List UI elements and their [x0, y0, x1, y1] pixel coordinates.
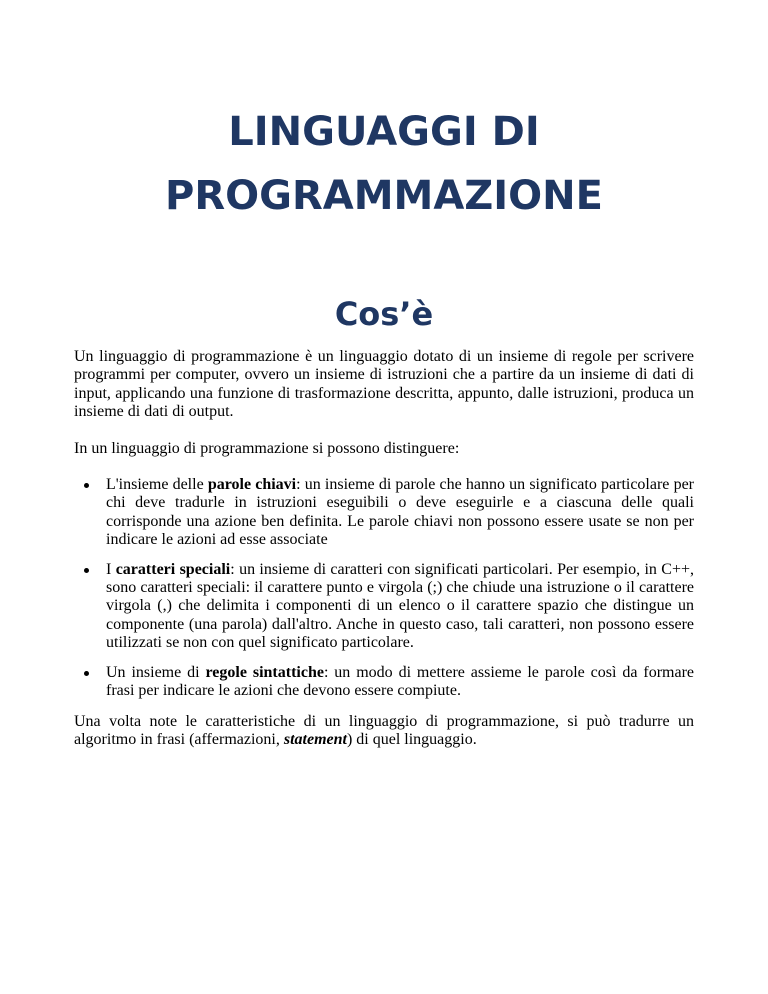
closing-emphasis: statement — [283, 730, 347, 748]
list-item-text-pre: Un insieme di — [106, 663, 206, 681]
page-title — [0, 100, 768, 228]
intro-paragraph: Un linguaggio di programmazione è un linguaggio dotato di un insieme di regole per scrivere programmi per computer, ovvero un insieme di istruzioni che a partire da un insieme di dati di input, applicando una funzione di trasformazione descritta, appunto, dalle istruzioni, produca un insieme di dati di output. — [74, 348, 694, 421]
section-heading: Cos’è — [334, 295, 434, 333]
bullet-icon — [84, 483, 89, 488]
list-item-syntax-rules — [74, 664, 694, 701]
bullet-icon — [84, 568, 89, 573]
page-title-line-1: LINGUAGGI DI — [228, 109, 540, 155]
closing-paragraph — [74, 713, 694, 750]
list-item-text-post: : un modo di mettere assieme le parole così da formare frasi per indicare le azioni che devono essere compiute. — [106, 663, 694, 700]
list-item-text-pre: I — [106, 560, 116, 578]
feature-list — [74, 476, 694, 700]
closing-text-post: ) di quel linguaggio. — [346, 730, 477, 748]
list-item-special-characters — [74, 561, 694, 653]
bullet-icon — [84, 671, 89, 676]
list-item-term: parole chiavi — [207, 476, 297, 494]
list-item-text-post: : un insieme di caratteri con significati particolari. Per esempio, in C++, sono caratteri speciali: il carattere punto e virgola (;) che chiude una istruzione o il carattere virgola (,) che delimita i componenti di un elenco o il carattere spazio che distingue un componente (una parola) dall'altro. Anche in questo caso, tali caratteri, non possono essere utilizzati se non con quel significato particolare. — [106, 560, 695, 652]
list-item-term: regole sintattiche — [205, 663, 324, 681]
page-title-line-2: PROGRAMMAZIONE — [165, 173, 603, 219]
list-item-keywords — [74, 476, 694, 550]
list-item-text-post: : un insieme di parole che hanno un significato particolare per chi deve tradurle in istruzioni eseguibili o deve eseguirle e a ciascuna delle quali corrisponde una azione ben definita. Le parole chiavi non possono essere usate se non per indicare le azioni ad esse associate — [106, 476, 694, 549]
list-item-term: caratteri speciali — [115, 560, 231, 578]
lead-paragraph: In un linguaggio di programmazione si possono distinguere: — [74, 439, 460, 457]
list-item-text-pre: L'insieme delle — [106, 476, 208, 494]
document-body — [74, 348, 694, 767]
closing-text-pre: Una volta note le caratteristiche di un linguaggio di programmazione, si può tradurre un algoritmo in frasi (affermazioni, — [74, 712, 694, 748]
